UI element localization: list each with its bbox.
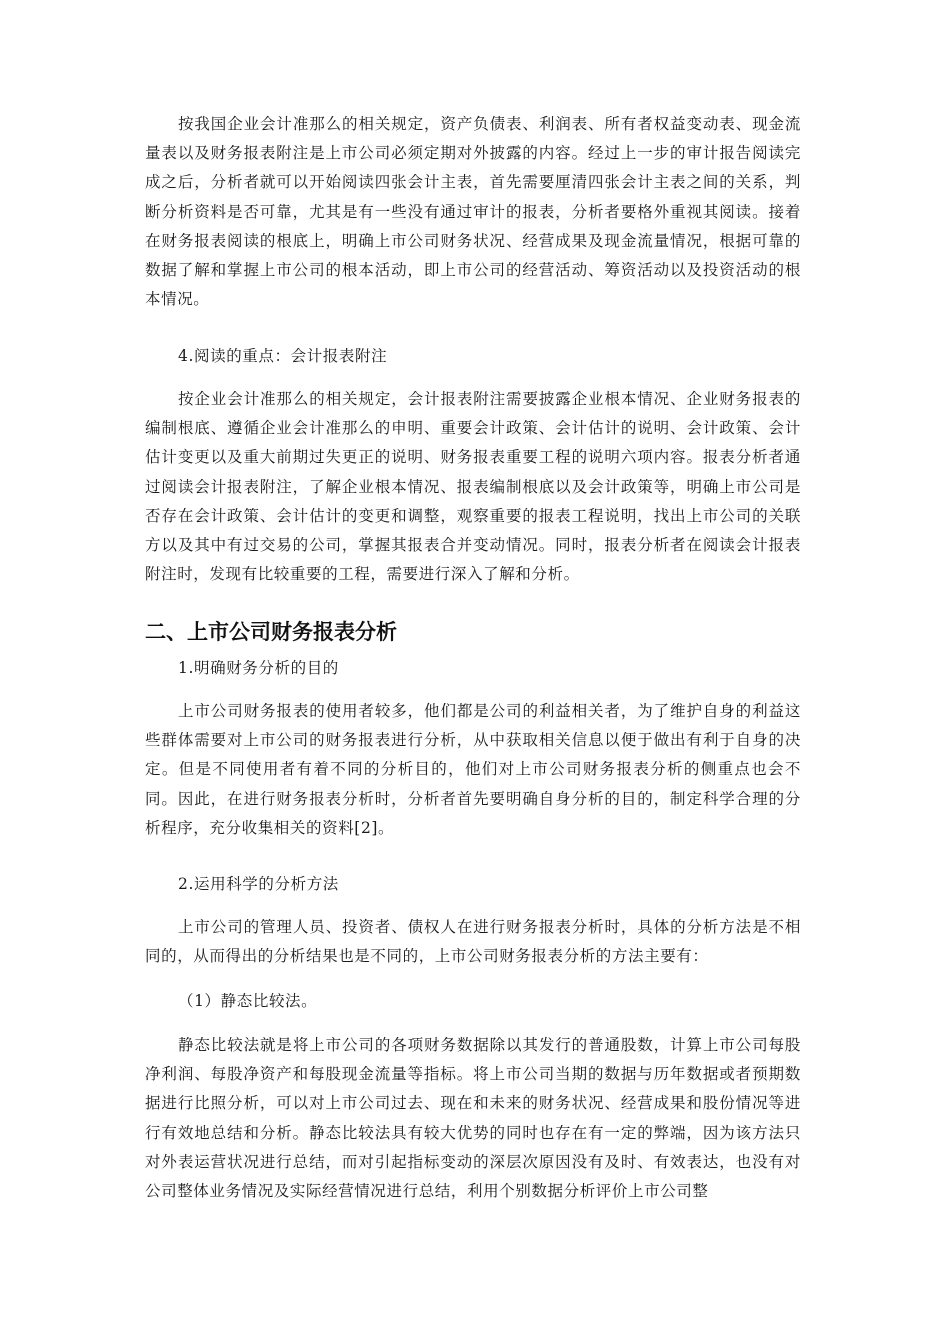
section-heading: 二、上市公司财务报表分析 [145,620,397,644]
subheading-notes-focus: 4.阅读的重点：会计报表附注 [178,347,388,365]
paragraph-static-comparison: 静态比较法就是将上市公司的各项财务数据除以其发行的普通股数，计算上市公司每股净利润、每股净资产和每股现金流量等指标。将上市公司当期的数据与历年数据或者预期数据进行比照分析，可以对上市公司过去、现在和未来的财务状况、经营成果和股份情况等进行有效地总结和分析。静态比较法具有较大优势的同时也存在有一定的弊端，因为该方法只对外表运营状况进行总结，而对引起指标变动的深层次原因没有及时、有效表达，也没有对公司整体业务情况及实际经营情况进行总结，利用个别数据分析评价上市公司整 [145,1036,801,1201]
subheading-analysis-purpose: 1.明确财务分析的目的 [178,659,339,677]
subheading-analysis-methods: 2.运用科学的分析方法 [178,875,339,893]
paragraph-notes-content: 按企业会计准那么的相关规定，会计报表附注需要披露企业根本情况、企业财务报表的编制根底、遵循企业会计准那么的申明、重要会计政策、会计估计的说明、会计政策、会计估计变更以及重大前期过失更正的说明、财务报表重要工程的说明六项内容。报表分析者通过阅读会计报表附注，了解企业根本情况、报表编制根底以及会计政策等，明确上市公司是否存在会计政策、会计估计的变更和调整，观察重要的报表工程说明，找出上市公司的关联方以及其中有过交易的公司，掌握其报表合并变动情况。同时，报表分析者在阅读会计报表附注时，发现有比较重要的工程，需要进行深入了解和分析。 [145,390,801,584]
paragraph-analysis-methods: 上市公司的管理人员、投资者、债权人在进行财务报表分析时，具体的分析方法是不相同的，从而得出的分析结果也是不同的，上市公司财务报表分析的方法主要有： [145,918,801,966]
subheading-static-comparison: （1）静态比较法。 [178,992,318,1010]
paragraph-financial-statements-reading: 按我国企业会计准那么的相关规定，资产负债表、利润表、所有者权益变动表、现金流量表以及财务报表附注是上市公司必须定期对外披露的内容。经过上一步的审计报告阅读完成之后，分析者就可以开始阅读四张会计主表，首先需要厘清四张会计主表之间的关系，判断分析资料是否可靠，尤其是有一些没有通过审计的报表，分析者要格外重视其阅读。接着在财务报表阅读的根底上，明确上市公司财务状况、经营成果及现金流量情况，根据可靠的数据了解和掌握上市公司的根本活动，即上市公司的经营活动、筹资活动以及投资活动的根本情况。 [145,115,801,309]
paragraph-analysis-purpose: 上市公司财务报表的使用者较多，他们都是公司的利益相关者，为了维护自身的利益这些群体需要对上市公司的财务报表进行分析，从中获取相关信息以便于做出有利于自身的决定。但是不同使用者有着不同的分析目的，他们对上市公司财务报表分析的侧重点也会不同。因此，在进行财务报表分析时，分析者首先要明确自身分析的目的，制定科学合理的分析程序，充分收集相关的资料[2]。 [145,702,801,837]
